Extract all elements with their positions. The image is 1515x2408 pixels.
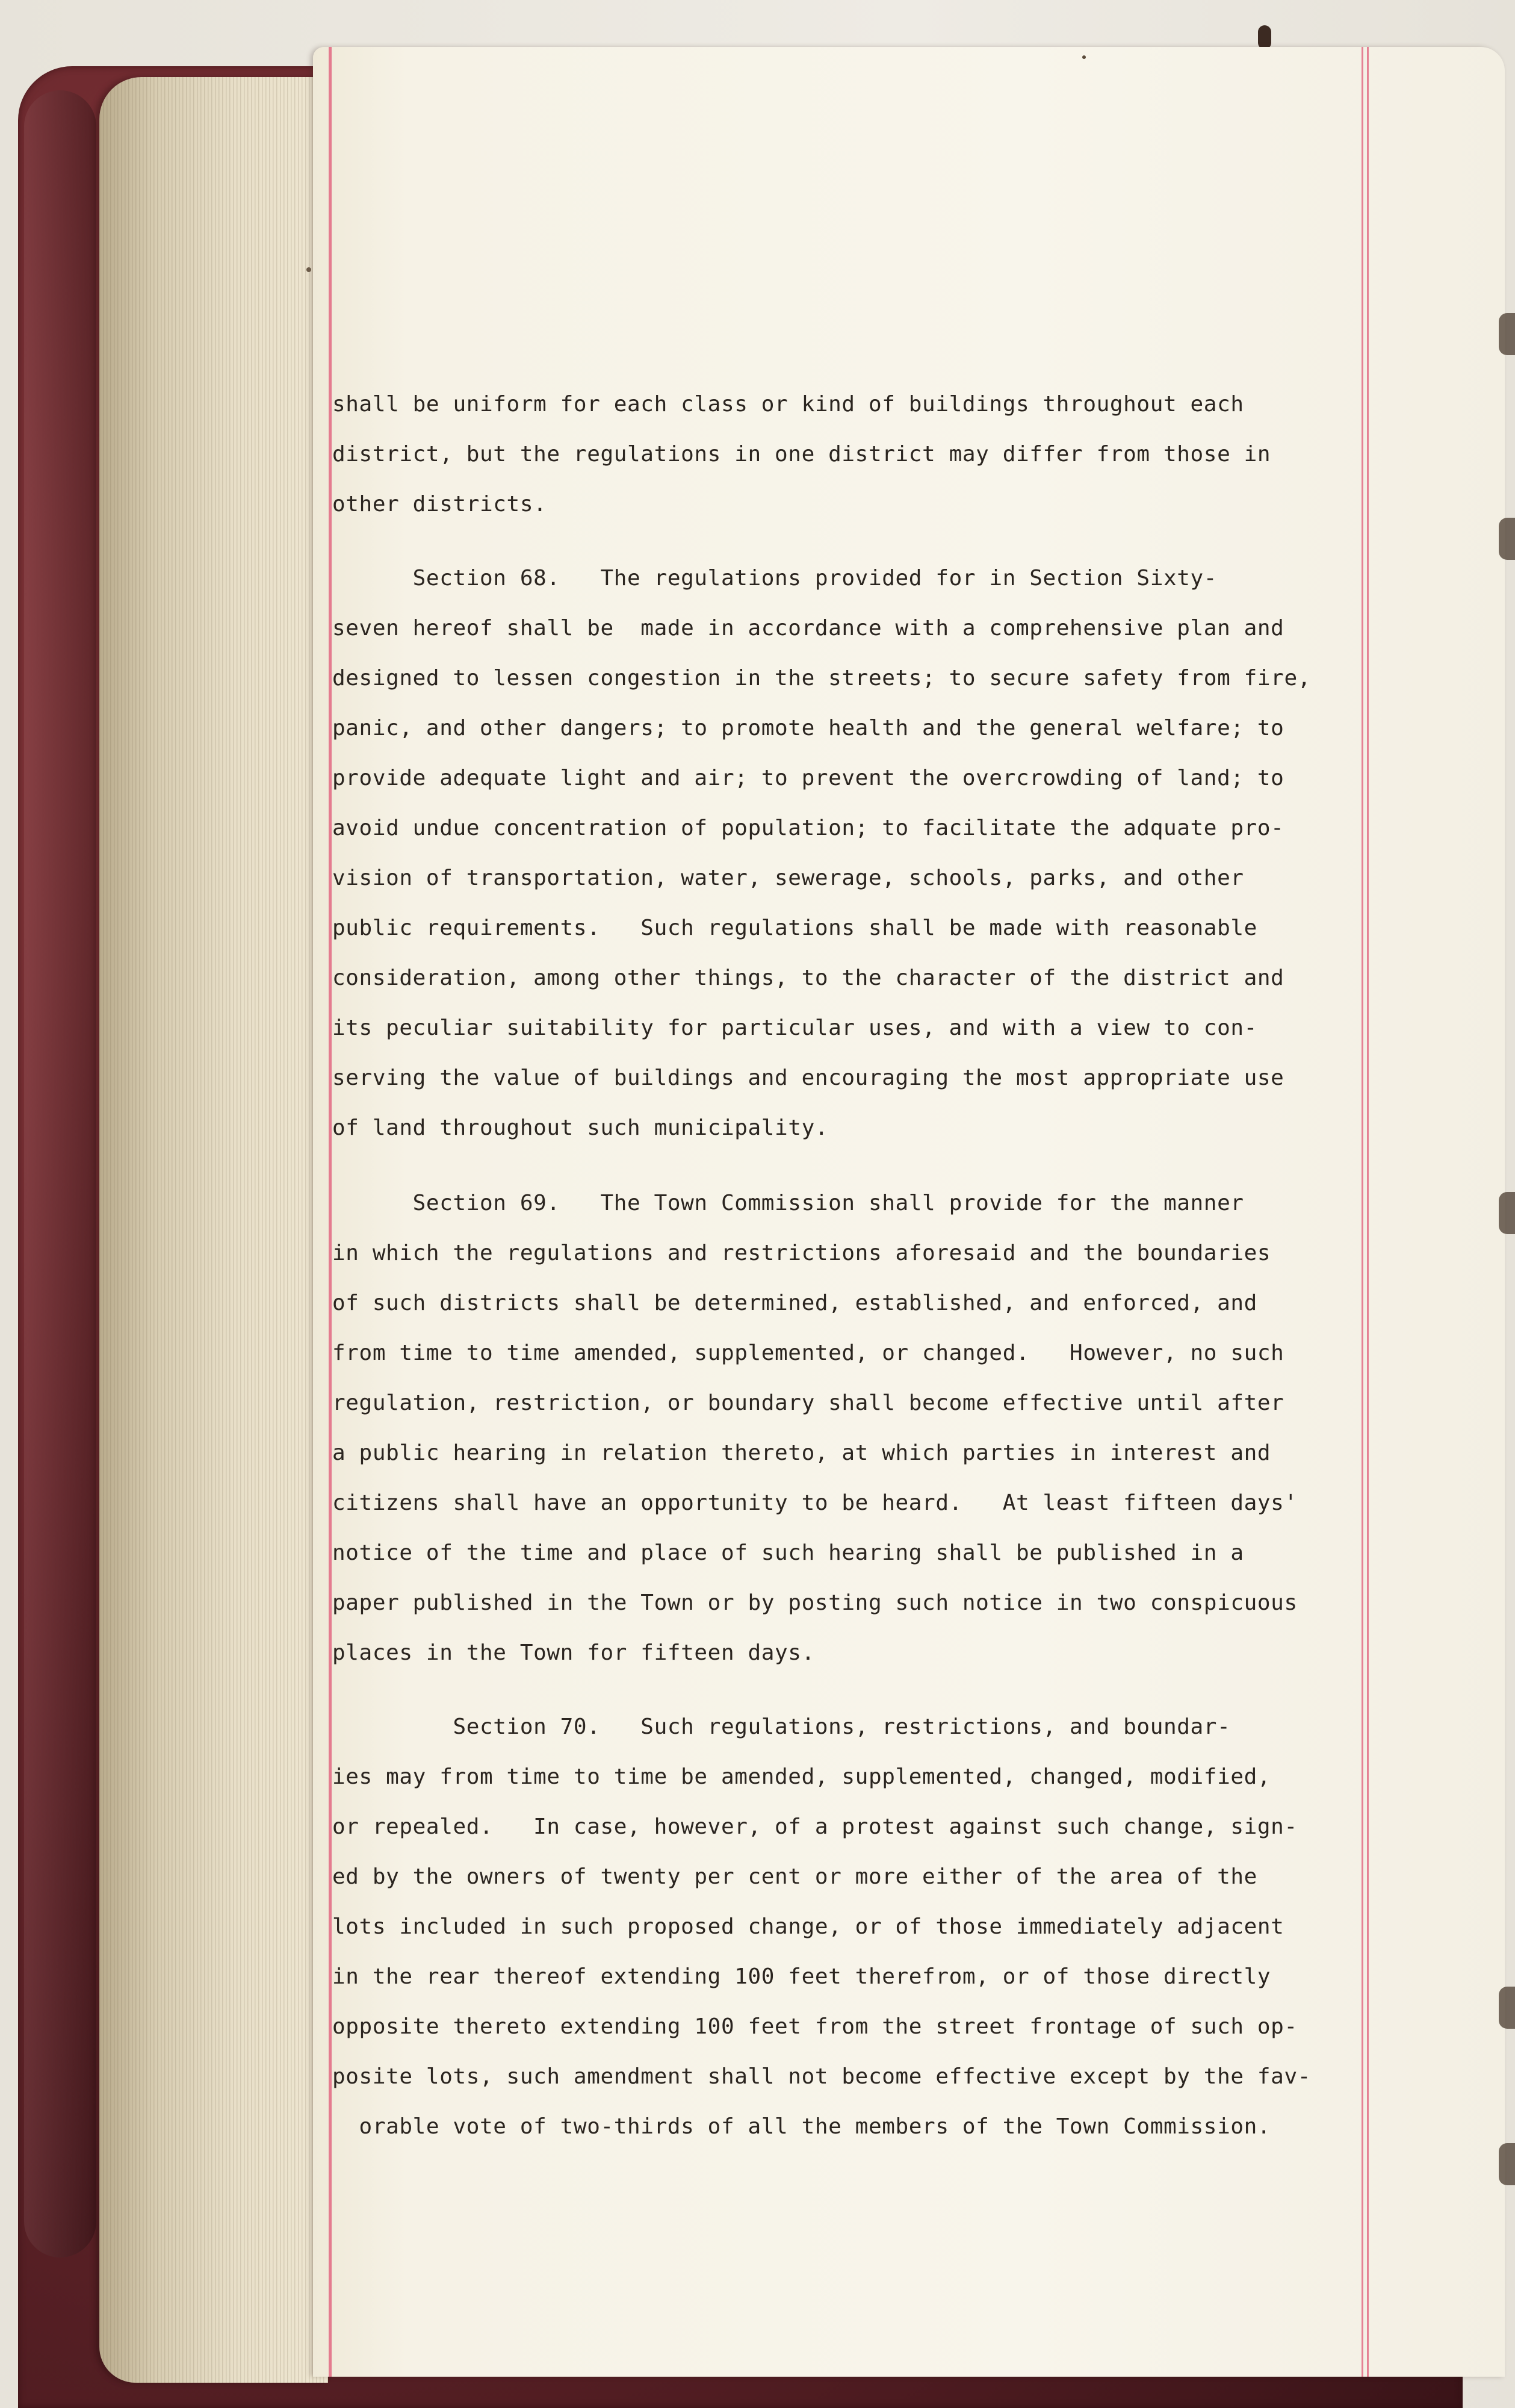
binding-tab (1499, 2143, 1515, 2185)
text-line: Section 70. Such regulations, restrictions, and boundar- (332, 1714, 1231, 1739)
text-line: places in the Town for fifteen days. (332, 1640, 815, 1665)
binding-tab (1499, 313, 1515, 355)
text-line: in which the regulations and restrictions aforesaid and the boundaries (332, 1241, 1271, 1265)
text-line: citizens shall have an opportunity to be heard. At least fifteen days' (332, 1491, 1298, 1515)
text-line: posite lots, such amendment shall not become effective except by the fav- (332, 2064, 1311, 2089)
text-line: district, but the regulations in one district may differ from those in (332, 442, 1271, 467)
text-line: or repealed. In case, however, of a protest against such change, sign- (332, 1814, 1298, 1839)
binding-tab (1499, 518, 1515, 560)
typed-text-body (332, 379, 1380, 2152)
text-line: of land throughout such municipality. (332, 1116, 829, 1140)
text-line: of such districts shall be determined, established, and enforced, and (332, 1291, 1257, 1315)
paragraph-section-69 (332, 1178, 1380, 1678)
text-line: seven hereof shall be made in accordance with a comprehensive plan and (332, 616, 1284, 641)
paragraph-continuation (332, 379, 1380, 529)
text-line: Section 68. The regulations provided for in Section Sixty- (332, 566, 1218, 591)
text-line: ies may from time to time be amended, supplemented, changed, modified, (332, 1764, 1271, 1789)
text-line: orable vote of two-thirds of all the members of the Town Commission. (332, 2114, 1271, 2139)
text-line: opposite thereto extending 100 feet from the street frontage of such op- (332, 2014, 1298, 2039)
text-line: from time to time amended, supplemented, or changed. However, no such (332, 1341, 1284, 1365)
text-line: designed to lessen congestion in the streets; to secure safety from fire, (332, 666, 1311, 690)
text-line: provide adequate light and air; to prevent the overcrowding of land; to (332, 766, 1284, 790)
text-line: in the rear thereof extending 100 feet therefrom, or of those directly (332, 1964, 1271, 1989)
ink-speck (1082, 55, 1086, 59)
paragraph-section-70 (332, 1702, 1380, 2152)
page-edges (99, 77, 328, 2383)
text-line: vision of transportation, water, sewerage, schools, parks, and other (332, 866, 1244, 890)
text-line: Section 69. The Town Commission shall provide for the manner (332, 1191, 1244, 1215)
ink-speck (306, 267, 311, 272)
paragraph-section-68 (332, 553, 1380, 1153)
left-margin-rule (329, 47, 332, 2377)
text-line: consideration, among other things, to the character of the district and (332, 966, 1284, 990)
text-line: notice of the time and place of such hearing shall be published in a (332, 1541, 1244, 1565)
text-line: its peculiar suitability for particular uses, and with a view to con- (332, 1016, 1257, 1040)
text-line: regulation, restriction, or boundary shall become effective until after (332, 1391, 1284, 1415)
text-line: panic, and other dangers; to promote health and the general welfare; to (332, 716, 1284, 740)
text-line: avoid undue concentration of population; to facilitate the adquate pro- (332, 816, 1284, 840)
text-line: shall be uniform for each class or kind of buildings throughout each (332, 392, 1244, 417)
text-line: paper published in the Town or by posting such notice in two conspicuous (332, 1590, 1298, 1615)
text-line: ed by the owners of twenty per cent or more either of the area of the (332, 1864, 1257, 1889)
text-line: lots included in such proposed change, or of those immediately adjacent (332, 1914, 1284, 1939)
text-line: serving the value of buildings and encouraging the most appropriate use (332, 1066, 1284, 1090)
binding-tab (1499, 1192, 1515, 1234)
book-clasp (1258, 25, 1271, 49)
text-line: other districts. (332, 492, 547, 517)
text-line: public requirements. Such regulations shall be made with reasonable (332, 916, 1257, 940)
binding-tab (1499, 1987, 1515, 2029)
text-line: a public hearing in relation thereto, at which parties in interest and (332, 1441, 1271, 1465)
cover-spine-highlight (24, 90, 96, 2258)
